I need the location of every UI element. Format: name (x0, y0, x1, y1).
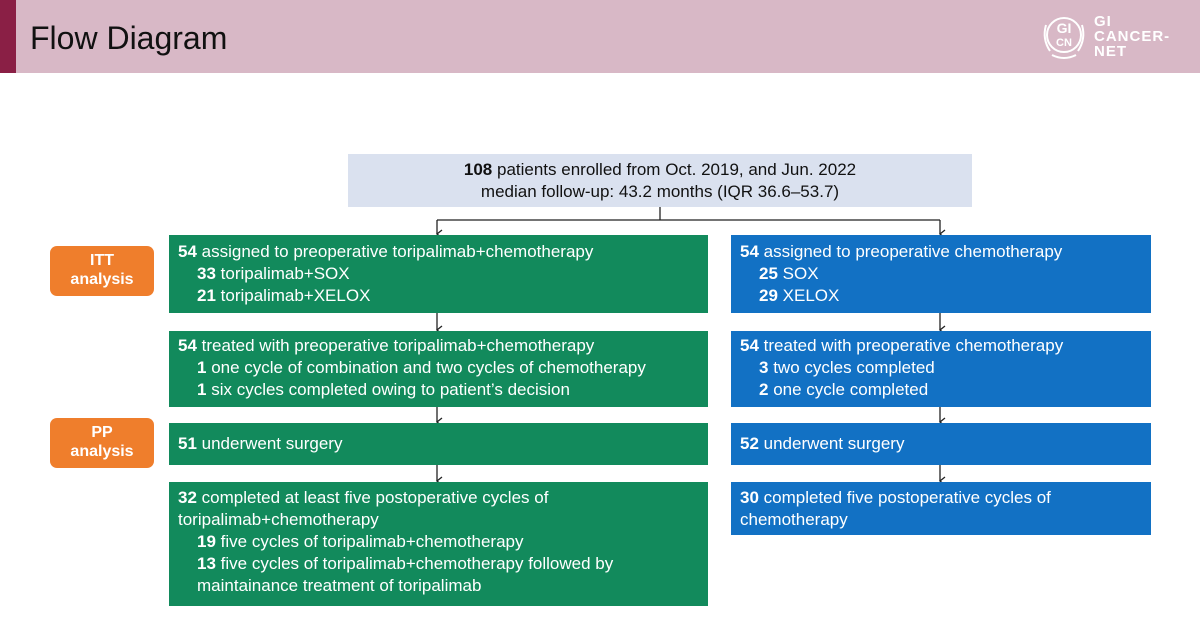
text: toripalimab+SOX (215, 264, 350, 283)
count: 21 (197, 286, 216, 305)
count: 2 (759, 380, 769, 399)
count: 25 (759, 264, 778, 283)
toripalimab-postop-box (169, 482, 708, 606)
chemo-sox-line (740, 263, 1151, 285)
chemo-treated-line (740, 335, 1151, 357)
count: 52 (740, 434, 759, 453)
emblem-text-top: GI (1056, 20, 1072, 36)
logo-line-3: NET (1094, 43, 1127, 60)
text: five cycles of toripalimab+chemotherapy followed by maintainance treatment of toripalimab (197, 554, 614, 595)
chemo-surgery-box (731, 423, 1151, 465)
itt-label-line-2: analysis (70, 271, 134, 288)
count: 1 (197, 358, 207, 377)
count: 13 (197, 554, 216, 573)
count: 54 (178, 336, 197, 355)
enrollment-text: patients enrolled from Oct. 2019, and Jun. 2022 (492, 160, 857, 179)
count: 54 (740, 336, 759, 355)
text: completed at least five postoperative cycles of toripalimab+chemotherapy (178, 488, 549, 529)
text: one cycle of combination and two cycles of chemotherapy (206, 358, 646, 377)
text: five cycles of toripalimab+chemotherapy (215, 532, 524, 551)
toripalimab-postop-item-1 (178, 531, 668, 553)
itt-label-line-1: ITT (90, 252, 114, 269)
toripalimab-treated-line (178, 335, 708, 357)
emblem-text-bottom: CN (1056, 37, 1072, 49)
chemo-treated-item-1 (740, 357, 1151, 379)
chemo-surgery-line (740, 433, 1151, 455)
enrollment-line (348, 159, 972, 181)
count: 51 (178, 434, 197, 453)
text: assigned to preoperative toripalimab+chemotherapy (196, 242, 594, 261)
text: XELOX (777, 286, 840, 305)
logo-line-1: GI (1094, 13, 1112, 30)
toripalimab-postop-item-2 (178, 553, 668, 597)
toripalimab-surgery-line (178, 433, 708, 455)
toripalimab-postop-line (178, 487, 668, 531)
followup-line: median follow-up: 43.2 months (IQR 36.6–53.7) (480, 182, 840, 201)
enrollment-count: 108 (463, 160, 493, 179)
pp-label-line-1: PP (91, 424, 113, 441)
count: 3 (759, 358, 769, 377)
itt-analysis-label (50, 246, 154, 296)
toripalimab-treated-item-2 (178, 379, 708, 401)
text: treated with preoperative chemotherapy (758, 336, 1064, 355)
text: six cycles completed owing to patient’s decision (206, 380, 570, 399)
toripalimab-assigned-box (169, 235, 708, 313)
toripalimab-surgery-box (169, 423, 708, 465)
chemo-treated-box (731, 331, 1151, 407)
logo-line-2: CANCER- (1094, 28, 1171, 45)
pp-analysis-label (50, 418, 154, 468)
page-title: Flow Diagram (30, 20, 228, 56)
count: 54 (178, 242, 197, 261)
chemo-postop-line (740, 487, 1111, 531)
text: one cycle completed (768, 380, 929, 399)
chemo-xelox-line (740, 285, 1151, 307)
count: 54 (740, 242, 759, 261)
toripalimab-assigned-line (178, 241, 708, 263)
count: 33 (197, 264, 216, 283)
count: 1 (197, 380, 207, 399)
toripalimab-sox-line (178, 263, 708, 285)
pp-label-line-2: analysis (70, 443, 134, 460)
chemo-postop-box (731, 482, 1151, 535)
count: 30 (740, 488, 759, 507)
text: completed five postoperative cycles of chemotherapy (740, 488, 1051, 529)
count: 19 (197, 532, 216, 551)
text: toripalimab+XELOX (215, 286, 371, 305)
text: treated with preoperative toripalimab+chemotherapy (196, 336, 595, 355)
chemo-assigned-box (731, 235, 1151, 313)
text: underwent surgery (758, 434, 905, 453)
toripalimab-xelox-line (178, 285, 708, 307)
text: two cycles completed (768, 358, 935, 377)
count: 29 (759, 286, 778, 305)
chemo-assigned-line (740, 241, 1151, 263)
text: assigned to preoperative chemotherapy (758, 242, 1063, 261)
toripalimab-treated-item-1 (178, 357, 708, 379)
chemo-treated-item-2 (740, 379, 1151, 401)
toripalimab-treated-box (169, 331, 708, 407)
text: underwent surgery (196, 434, 343, 453)
count: 32 (178, 488, 197, 507)
enrollment-box (348, 154, 972, 207)
text: SOX (777, 264, 819, 283)
